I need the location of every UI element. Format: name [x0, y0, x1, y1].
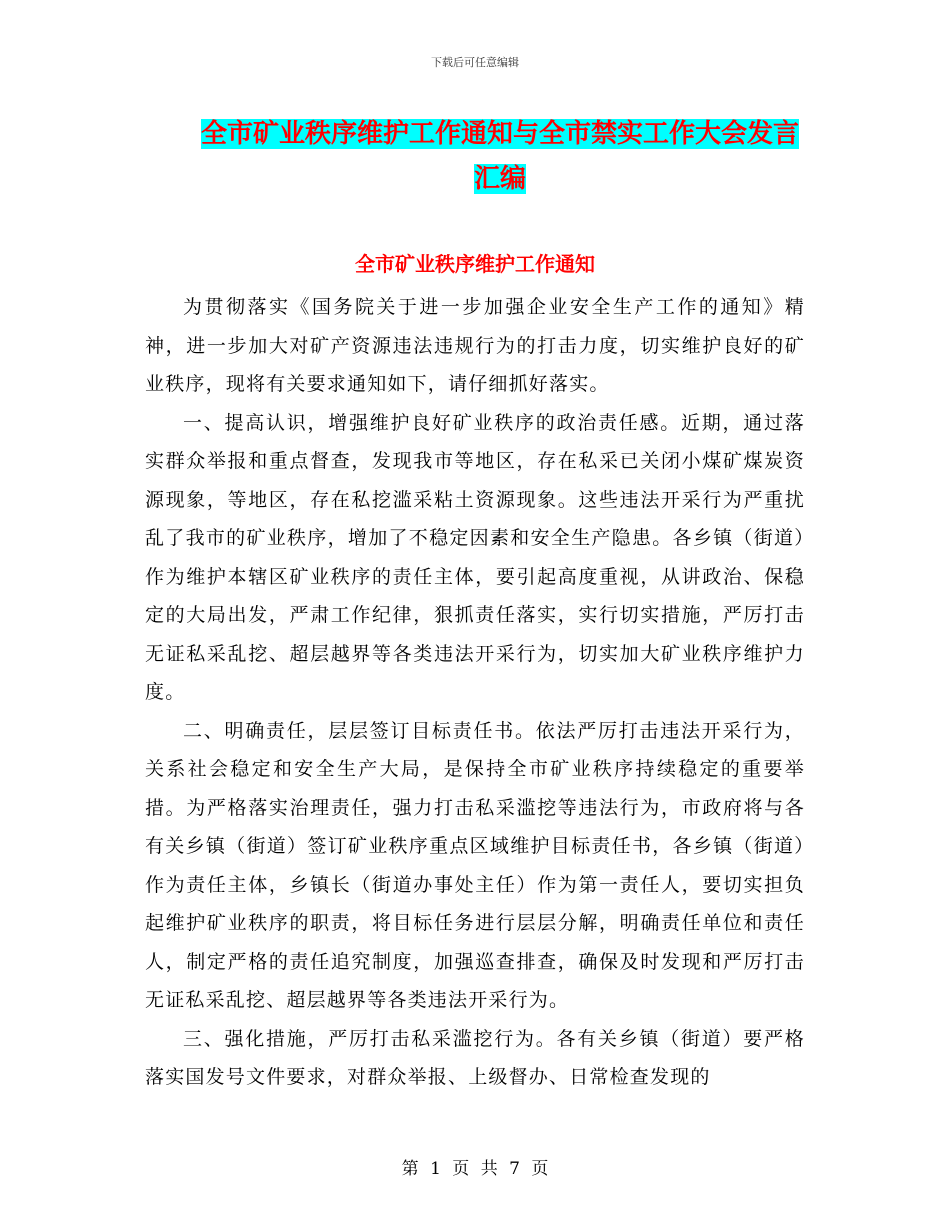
paragraph-two: 二、明确责任，层层签订目标责任书。依法严厉打击违法开采行为，关系社会稳定和安全生产大局，是保持全市矿业秩序持续稳定的重要举措。为严格落实治理责任，强力打击私采滥挖等违法行为，市政府将与各有关乡镇（街道）签订矿业秩序重点区域维护目标责任书，各乡镇（街道）作为责任主体，乡镇长（街道办事处主任）作为第一责任人，要切实担负起维护矿业秩序的职责，将目标任务进行层层分解，明确责任单位和责任人，制定严格的责任追究制度，加强巡查排查，确保及时发现和严厉打击无证私采乱挖、超层越界等各类违法开采行为。 — [145, 719, 805, 1011]
document-title-line-1: 全市矿业秩序维护工作通知与全市禁实工作大会发言 — [200, 119, 799, 149]
paragraph-three: 三、强化措施，严厉打击私采滥挖行为。各有关乡镇（街道）要严格落实国发号文件要求，对群众举报、上级督办、日常检查发现的 — [145, 1027, 805, 1088]
body-text — [145, 288, 805, 1097]
document-title-line-2: 汇编 — [473, 164, 526, 194]
document-title — [150, 112, 850, 202]
section-title: 全市矿业秩序维护工作通知 — [355, 252, 595, 276]
page-footer: 第 1 页 共 7 页 — [401, 1159, 549, 1179]
header-note: 下载后可任意编辑 — [431, 56, 519, 69]
paragraph-one: 一、提高认识，增强维护良好矿业秩序的政治责任感。近期，通过落实群众举报和重点督查，发现我市等地区，存在私采已关闭小煤矿煤炭资源现象，等地区，存在私挖滥采粘土资源现象。这些违法开采行为严重扰乱了我市的矿业秩序，增加了不稳定因素和安全生产隐患。各乡镇（街道）作为维护本辖区矿业秩序的责任主体，要引起高度重视，从讲政治、保稳定的大局出发，严肃工作纪律，狠抓责任落实，实行切实措施，严厉打击无证私采乱挖、超层越界等各类违法开采行为，切实加大矿业秩序维护力度。 — [145, 411, 805, 703]
paragraph-intro: 为贯彻落实《国务院关于进一步加强企业安全生产工作的通知》精神，进一步加大对矿产资源违法违规行为的打击力度，切实维护良好的矿业秩序，现将有关要求通知如下，请仔细抓好落实。 — [145, 296, 805, 395]
